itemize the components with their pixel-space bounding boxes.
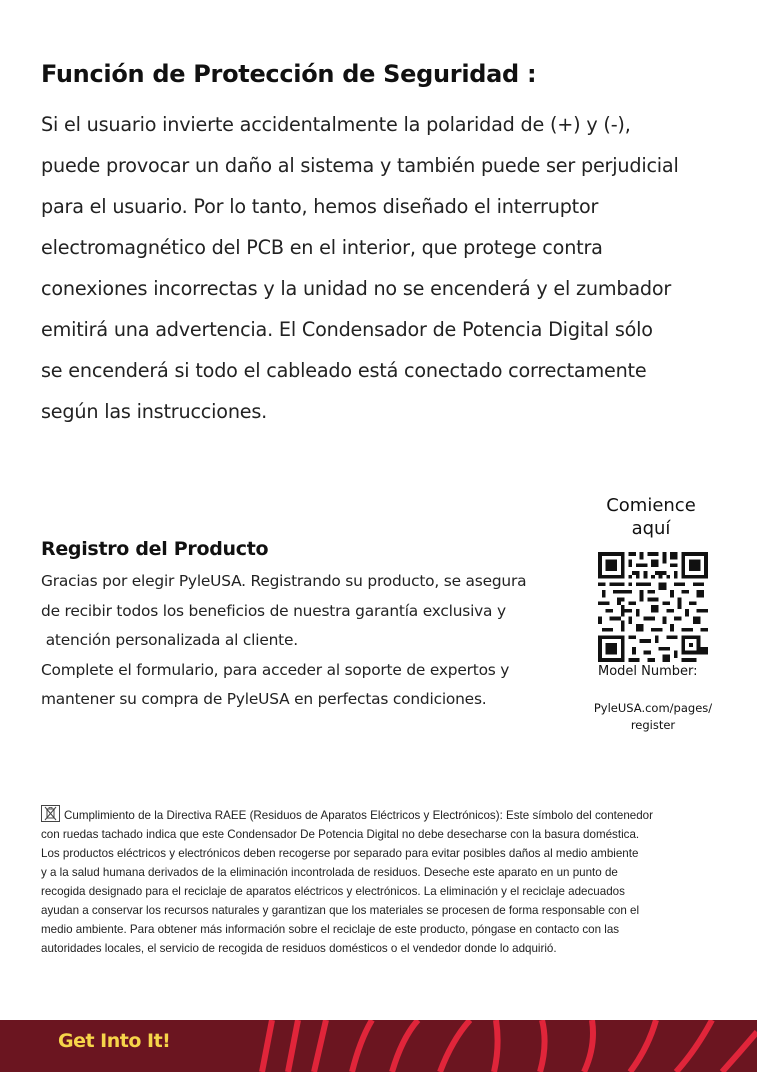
registration-line: atención personalizada al cliente. (41, 631, 298, 649)
registration-url-line[interactable]: PyleUSA.com/pages/ (593, 701, 713, 715)
safety-paragraph (41, 104, 721, 432)
weee-line: con ruedas tachado indica que este Condensador De Potencia Digital no debe desecharse con la basura doméstica. (41, 828, 640, 841)
brand-logo: Get Into It! (58, 1030, 171, 1052)
crossed-bin-icon (41, 805, 60, 822)
registration-line: mantener su compra de PyleUSA en perfectas condiciones. (41, 690, 487, 708)
safety-line: según las instrucciones. (41, 400, 268, 423)
safety-line: electromagnético del PCB en el interior, que protege contra (41, 236, 603, 259)
safety-line: Si el usuario invierte accidentalmente la polaridad de (+) y (-), (41, 113, 631, 136)
registration-line: de recibir todos los beneficios de nuestra garantía exclusiva y (41, 601, 506, 620)
weee-line: autoridades locales, el servicio de recogida de residuos domésticos o el vendedor donde lo adquirió. (41, 942, 557, 955)
weee-line: y a la salud humana derivados de la eliminación incontrolada de residuos. Deseche este aparato en un punto de (41, 866, 618, 879)
safety-line: emitirá una advertencia. El Condensador de Potencia Digital sólo (41, 318, 653, 341)
weee-line: Los productos eléctricos y electrónicos deben recogerse por separado para evitar posibles daños al medio ambiente (41, 847, 639, 860)
registration-title: Registro del Producto (41, 538, 269, 560)
weee-notice (41, 805, 713, 958)
registration-line: Complete el formulario, para acceder al soporte de expertos y (41, 660, 510, 679)
registration-paragraph (41, 567, 581, 715)
start-here-line: Comience (606, 495, 696, 516)
registration-url-line[interactable]: register (630, 718, 676, 732)
weee-line: recogida designado para el reciclaje de aparatos eléctricos y electrónicos. La eliminación y el reciclaje adecuados (41, 885, 625, 898)
safety-section-title: Función de Protección de Seguridad : (41, 60, 537, 88)
safety-line: puede provocar un daño al sistema y también puede ser perjudicial (41, 154, 679, 177)
footer-band (0, 1020, 757, 1072)
start-here-line: aquí (631, 518, 671, 539)
weee-line (41, 805, 713, 825)
model-number-label: Model Number: (598, 664, 698, 679)
safety-line: para el usuario. Por lo tanto, hemos diseñado el interruptor (41, 195, 599, 218)
safety-line: conexiones incorrectas y la unidad no se encenderá y el zumbador (41, 277, 672, 300)
weee-line: medio ambiente. Para obtener más información sobre el reciclaje de este producto, póngase en contacto con las (41, 923, 620, 936)
registration-line: Gracias por elegir PyleUSA. Registrando su producto, se asegura (41, 572, 527, 590)
safety-line: se encenderá si todo el cableado está conectado correctamente (41, 359, 647, 382)
weee-line: ayudan a conservar los recursos naturales y garantizan que los materiales se procesen de forma responsable con el (41, 904, 640, 917)
qr-code-icon[interactable] (598, 552, 708, 662)
registration-url[interactable] (590, 700, 716, 734)
start-here-label (588, 494, 714, 540)
weee-text: Cumplimiento de la Directiva RAEE (Residuos de Aparatos Eléctricos y Electrónicos): Este símbolo del contenedor (64, 809, 653, 822)
